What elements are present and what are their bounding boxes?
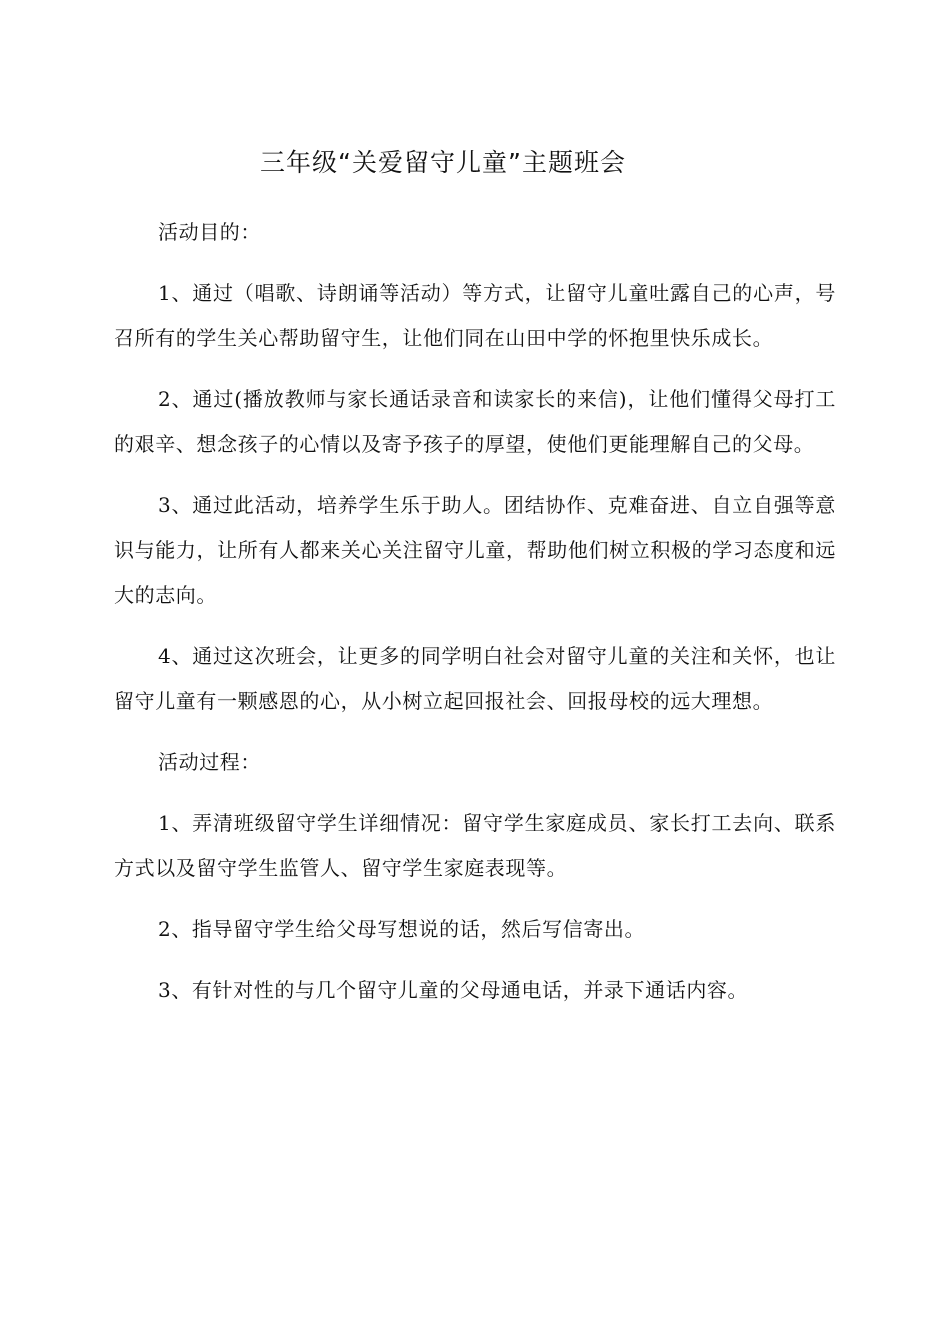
purpose-paragraph-1: 1、通过（唱歌、诗朗诵等活动）等方式，让留守儿童吐露自己的心声，号召所有的学生关心帮助留守生，让他们同在山田中学的怀抱里快乐成长。	[114, 281, 836, 350]
process-paragraph-3: 3、有针对性的与几个留守儿童的父母通电话，并录下通话内容。	[158, 978, 749, 1002]
process-paragraph-2: 2、指导留守学生给父母写想说的话，然后写信寄出。	[158, 917, 646, 941]
purpose-paragraph-2: 2、通过(播放教师与家长通话录音和读家长的来信)，让他们懂得父母打工的艰辛、想念孩子的心情以及寄予孩子的厚望，使他们更能理解自己的父母。	[114, 387, 836, 456]
section-heading-purpose: 活动目的：	[158, 220, 261, 244]
document-body	[114, 210, 836, 1029]
process-paragraph-1: 1、弄清班级留守学生详细情况：留守学生家庭成员、家长打工去向、联系方式以及留守学生监管人、留守学生家庭表现等。	[114, 811, 836, 880]
purpose-paragraph-3: 3、通过此活动，培养学生乐于助人。团结协作、克难奋进、自立自强等意识与能力，让所有人都来关心关注留守儿童，帮助他们树立积极的学习态度和远大的志向。	[114, 493, 836, 607]
document-title: 三年级“关爱留守儿童”主题班会	[260, 148, 626, 177]
section-heading-process: 活动过程：	[158, 750, 261, 774]
purpose-paragraph-4: 4、通过这次班会，让更多的同学明白社会对留守儿童的关注和关怀，也让留守儿童有一颗感恩的心，从小树立起回报社会、回报母校的远大理想。	[114, 644, 836, 713]
